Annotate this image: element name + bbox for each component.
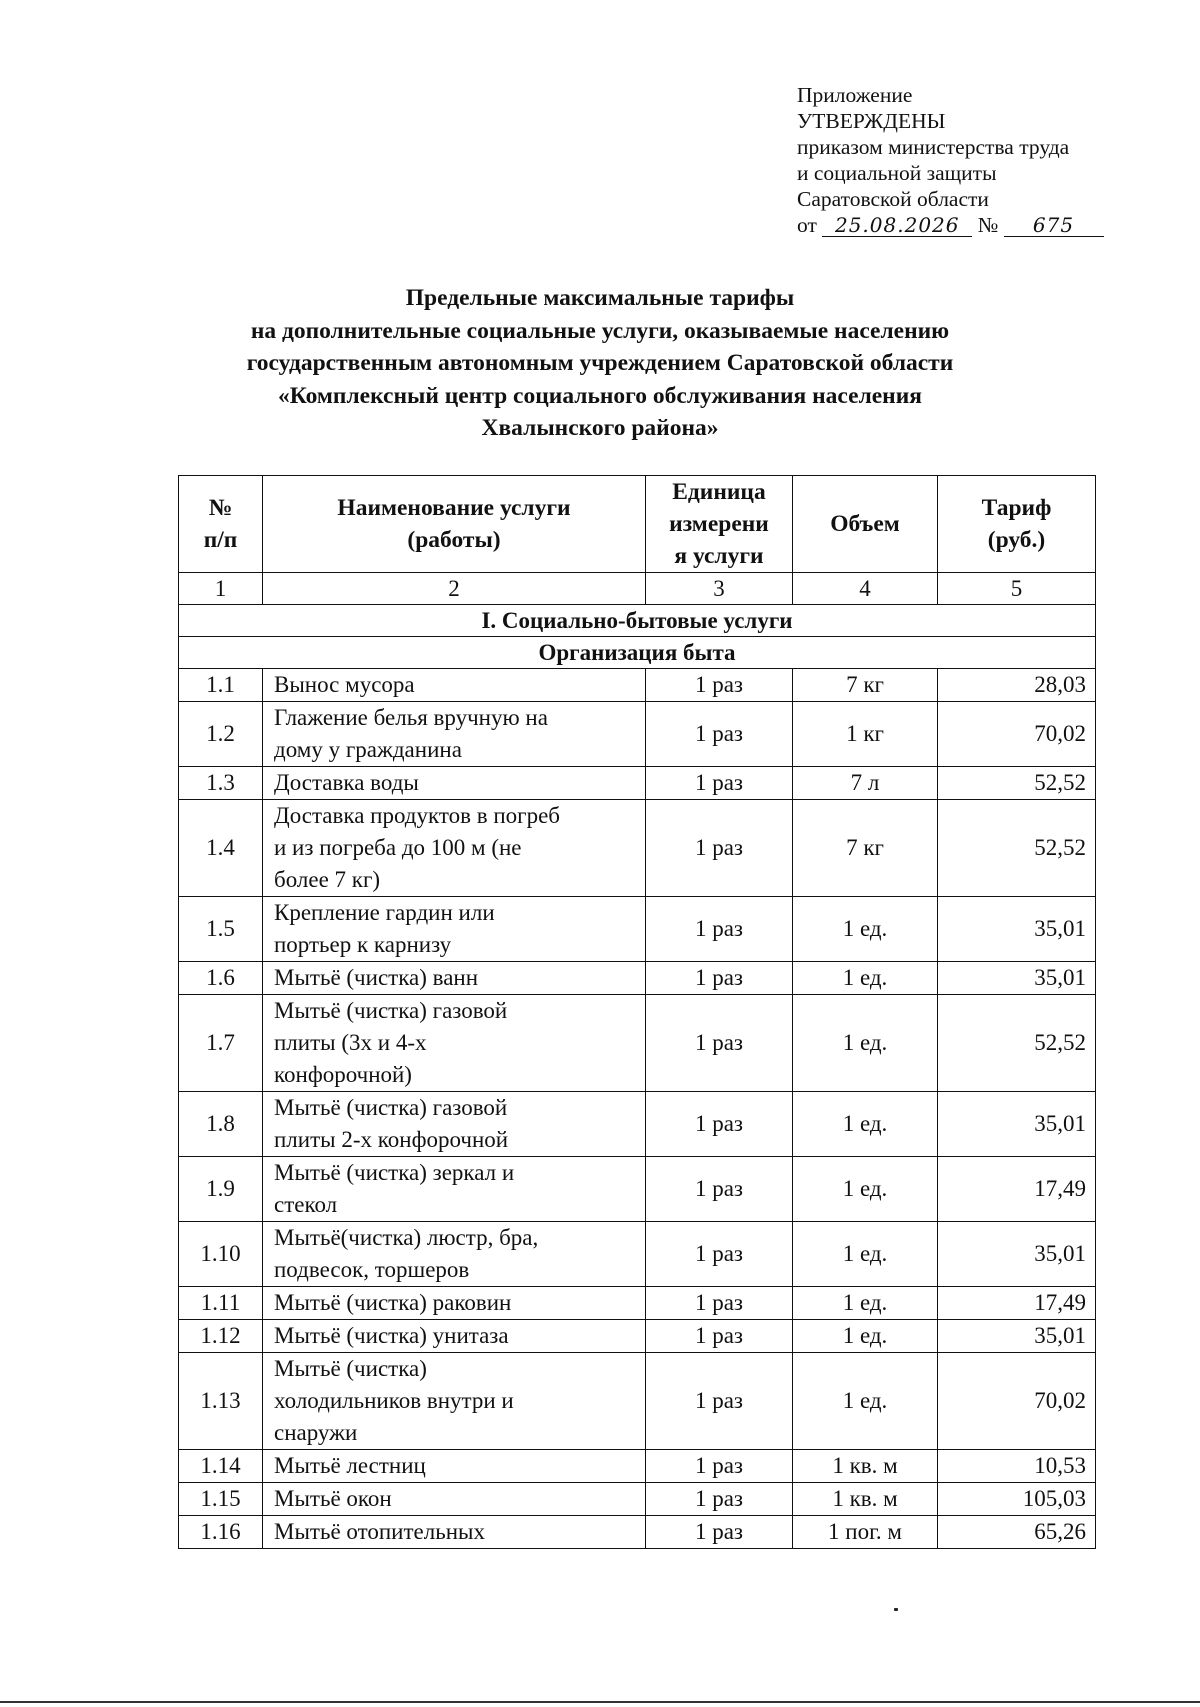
approval-ministry-line: и социальной защиты (797, 161, 997, 185)
service-name-line: более 7 кг) (274, 867, 381, 892)
unit-of-measure: 1 раз (646, 1287, 793, 1320)
subsection-row (179, 637, 1096, 669)
service-name (263, 669, 646, 702)
row-number: 1.13 (179, 1353, 263, 1450)
unit-of-measure: 1 раз (646, 669, 793, 702)
row-number: 1.12 (179, 1320, 263, 1353)
header-name (263, 476, 646, 573)
volume: 7 кг (793, 669, 938, 702)
row-number: 1.5 (179, 897, 263, 962)
volume: 1 ед. (793, 1157, 938, 1222)
approval-date-field (822, 214, 972, 237)
service-name-line: Мытьё(чистка) люстр, бра, (274, 1225, 539, 1250)
table-row (179, 1353, 1096, 1450)
unit-of-measure: 1 раз (646, 1353, 793, 1450)
column-number-2: 2 (263, 573, 646, 605)
table-header-row (179, 476, 1096, 573)
approval-order-line: приказом министерства труда (797, 135, 1070, 159)
service-name-line: Мытьё (чистка) (274, 1356, 427, 1381)
service-name-line: стекол (274, 1192, 338, 1217)
service-name (263, 800, 646, 897)
unit-of-measure: 1 раз (646, 1157, 793, 1222)
service-name-line: снаружи (274, 1420, 358, 1445)
service-name-line: Мытьё лестниц (274, 1453, 426, 1478)
column-number-1: 1 (179, 573, 263, 605)
service-name (263, 995, 646, 1092)
service-name (263, 1450, 646, 1483)
service-name (263, 1092, 646, 1157)
approval-block (797, 82, 1117, 238)
subsection-heading: Организация быта (179, 637, 1096, 669)
tariff-value: 35,01 (938, 897, 1096, 962)
column-number-4: 4 (793, 573, 938, 605)
service-name-line: Мытьё отопительных (274, 1519, 485, 1544)
tariff-value: 17,49 (938, 1157, 1096, 1222)
service-name (263, 962, 646, 995)
table-row (179, 1222, 1096, 1287)
tariffs-table (178, 475, 1096, 1549)
header-num-line-2: п/п (203, 527, 238, 553)
unit-of-measure: 1 раз (646, 1450, 793, 1483)
volume: 1 ед. (793, 1222, 938, 1287)
row-number: 1.3 (179, 767, 263, 800)
header-tariff-line-1: Тариф (981, 495, 1052, 521)
service-name-line: Мытьё (чистка) газовой (274, 998, 508, 1023)
row-number: 1.4 (179, 800, 263, 897)
volume: 1 ед. (793, 1092, 938, 1157)
table-row (179, 702, 1096, 767)
service-name-line: холодильников внутри и (274, 1388, 514, 1413)
row-number: 1.16 (179, 1516, 263, 1549)
table-row (179, 995, 1096, 1092)
table-row (179, 1092, 1096, 1157)
header-unit-line-1: Единица (672, 479, 766, 505)
table-row (179, 800, 1096, 897)
header-tariff-line-2: (руб.) (987, 527, 1046, 553)
approval-approved-label: УТВЕРЖДЕНЫ (797, 109, 946, 133)
page-bottom-edge (0, 1701, 1200, 1703)
unit-of-measure: 1 раз (646, 897, 793, 962)
table-row (179, 767, 1096, 800)
service-name-line: плиты (3х и 4-х (274, 1030, 427, 1055)
service-name-line: Мытьё (чистка) раковин (274, 1290, 512, 1315)
table-row (179, 669, 1096, 702)
service-name-line: Мытьё (чистка) газовой (274, 1095, 508, 1120)
tariff-value: 70,02 (938, 1353, 1096, 1450)
row-number: 1.6 (179, 962, 263, 995)
header-unit-line-3: я услуги (674, 543, 764, 569)
tariff-value: 52,52 (938, 800, 1096, 897)
unit-of-measure: 1 раз (646, 1092, 793, 1157)
approval-region-line: Саратовской области (797, 187, 989, 211)
title-line-5: Хвалынского района» (481, 415, 719, 441)
service-name (263, 1157, 646, 1222)
service-name-line: плиты 2-х конфорочной (274, 1127, 509, 1152)
service-name-line: Доставка воды (274, 770, 419, 795)
unit-of-measure: 1 раз (646, 1516, 793, 1549)
tariffs-table-body (179, 573, 1096, 1549)
service-name-line: Вынос мусора (274, 672, 415, 697)
title-line-2: на дополнительные социальные услуги, оказываемые населению (250, 317, 950, 344)
volume: 7 кг (793, 800, 938, 897)
service-name-line: и из погреба до 100 м (не (274, 835, 522, 860)
tariff-value: 35,01 (938, 1320, 1096, 1353)
column-number-3: 3 (646, 573, 793, 605)
volume: 1 кв. м (793, 1483, 938, 1516)
unit-of-measure: 1 раз (646, 1483, 793, 1516)
approval-appendix-label: Приложение (797, 83, 913, 107)
service-name-line: Мытьё окон (274, 1486, 392, 1511)
service-name (263, 897, 646, 962)
table-row (179, 1450, 1096, 1483)
tariff-value: 28,03 (938, 669, 1096, 702)
tariff-value: 35,01 (938, 962, 1096, 995)
table-row (179, 962, 1096, 995)
volume: 1 ед. (793, 962, 938, 995)
volume: 1 кв. м (793, 1450, 938, 1483)
tariff-value: 70,02 (938, 702, 1096, 767)
service-name-line: подвесок, торшеров (274, 1257, 470, 1282)
table-row (179, 1157, 1096, 1222)
approval-number-value: 675 (1032, 213, 1075, 237)
row-number: 1.1 (179, 669, 263, 702)
service-name-line: Мытьё (чистка) унитаза (274, 1323, 509, 1348)
tariff-value: 105,03 (938, 1483, 1096, 1516)
tariff-value: 52,52 (938, 767, 1096, 800)
section-row (179, 605, 1096, 637)
approval-number-prefix: № (977, 213, 999, 237)
table-row (179, 1287, 1096, 1320)
volume: 1 пог. м (793, 1516, 938, 1549)
tariff-value: 35,01 (938, 1092, 1096, 1157)
unit-of-measure: 1 раз (646, 962, 793, 995)
column-number-row (179, 573, 1096, 605)
row-number: 1.7 (179, 995, 263, 1092)
unit-of-measure: 1 раз (646, 767, 793, 800)
row-number: 1.10 (179, 1222, 263, 1287)
approval-number-field (1004, 214, 1104, 237)
row-number: 1.8 (179, 1092, 263, 1157)
service-name (263, 1516, 646, 1549)
header-unit (646, 476, 793, 573)
service-name (263, 767, 646, 800)
service-name-line: дому у гражданина (274, 737, 462, 762)
tariff-value: 65,26 (938, 1516, 1096, 1549)
table-row (179, 1516, 1096, 1549)
service-name (263, 1483, 646, 1516)
table-row (179, 897, 1096, 962)
service-name-line: Мытьё (чистка) ванн (274, 965, 479, 990)
table-row (179, 1483, 1096, 1516)
service-name-line: Крепление гардин или (274, 900, 495, 925)
volume: 1 ед. (793, 1320, 938, 1353)
section-heading: I. Социально-бытовые услуги (179, 605, 1096, 637)
header-tariff (938, 476, 1096, 573)
header-name-line-2: (работы) (407, 527, 501, 553)
volume: 1 кг (793, 702, 938, 767)
document-title (130, 282, 1070, 445)
tariff-value: 35,01 (938, 1222, 1096, 1287)
volume: 1 ед. (793, 995, 938, 1092)
unit-of-measure: 1 раз (646, 1222, 793, 1287)
tariff-value: 10,53 (938, 1450, 1096, 1483)
service-name (263, 1222, 646, 1287)
service-name (263, 702, 646, 767)
title-line-4: «Комплексный центр социального обслуживания населения (278, 382, 922, 409)
row-number: 1.15 (179, 1483, 263, 1516)
header-name-line-1: Наименование услуги (337, 495, 571, 521)
service-name-line: портьер к карнизу (274, 932, 452, 957)
approval-date-value: 25.08.2026 (834, 213, 960, 237)
unit-of-measure: 1 раз (646, 702, 793, 767)
unit-of-measure: 1 раз (646, 1320, 793, 1353)
approval-date-line (797, 212, 1117, 238)
service-name-line: Доставка продуктов в погреб (274, 803, 560, 828)
header-volume-label: Объем (830, 511, 900, 537)
unit-of-measure: 1 раз (646, 995, 793, 1092)
tariff-value: 17,49 (938, 1287, 1096, 1320)
volume: 1 ед. (793, 897, 938, 962)
scan-speck (894, 1608, 898, 1611)
volume: 1 ед. (793, 1353, 938, 1450)
title-line-3: государственным автономным учреждением Саратовской области (246, 350, 954, 376)
table-row (179, 1320, 1096, 1353)
row-number: 1.11 (179, 1287, 263, 1320)
title-line-1: Предельные максимальные тарифы (405, 285, 795, 311)
service-name-line: конфорочной) (274, 1062, 412, 1087)
service-name (263, 1353, 646, 1450)
row-number: 1.14 (179, 1450, 263, 1483)
header-volume (793, 476, 938, 573)
volume: 1 ед. (793, 1287, 938, 1320)
header-unit-line-2: измерени (669, 511, 769, 537)
header-num (179, 476, 263, 573)
service-name (263, 1287, 646, 1320)
service-name (263, 1320, 646, 1353)
volume: 7 л (793, 767, 938, 800)
row-number: 1.9 (179, 1157, 263, 1222)
tariff-value: 52,52 (938, 995, 1096, 1092)
unit-of-measure: 1 раз (646, 800, 793, 897)
column-number-5: 5 (938, 573, 1096, 605)
service-name-line: Мытьё (чистка) зеркал и (274, 1160, 515, 1185)
row-number: 1.2 (179, 702, 263, 767)
header-num-line-1: № (208, 495, 233, 521)
approval-date-prefix: от (797, 213, 817, 237)
service-name-line: Глажение белья вручную на (274, 705, 548, 730)
